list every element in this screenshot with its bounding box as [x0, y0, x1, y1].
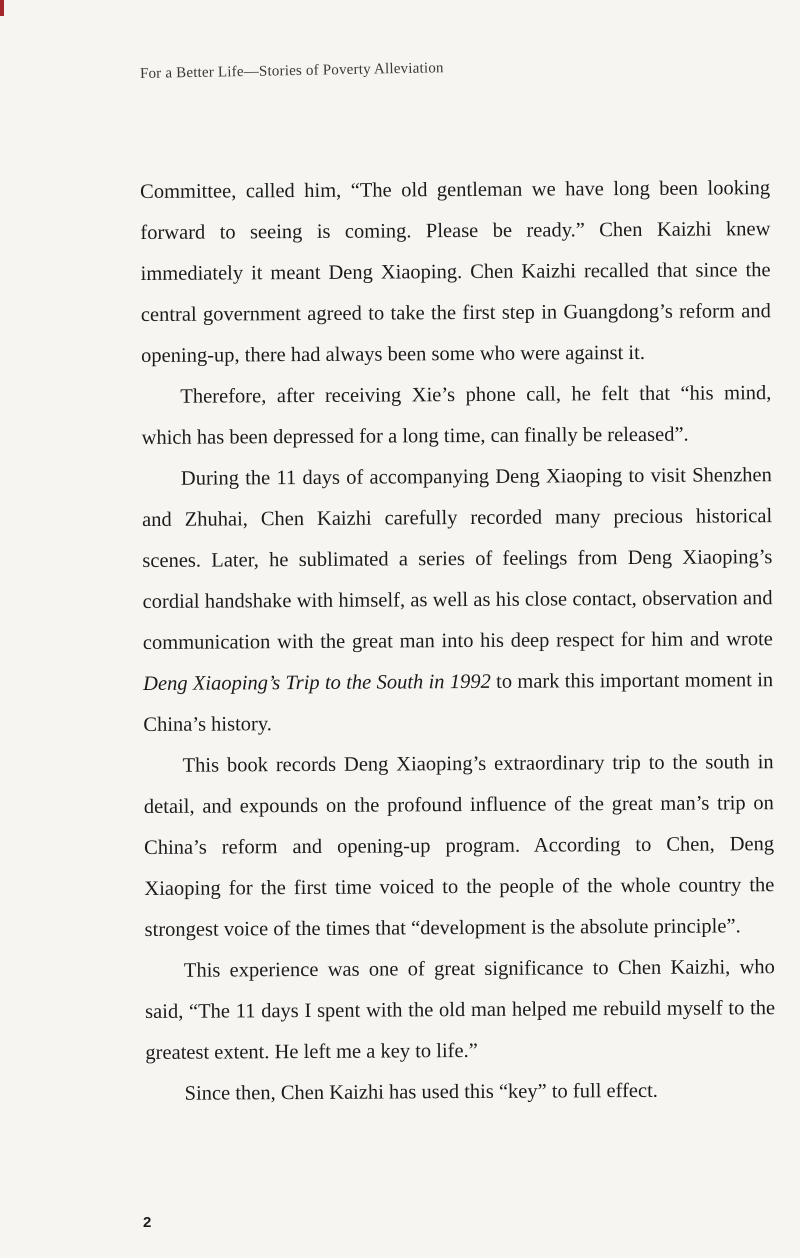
paragraph-text-after-title: to mark this important moment in China’s history.	[143, 669, 774, 736]
running-header: For a Better Life—Stories of Poverty Alleviation	[139, 60, 444, 82]
paragraph-phone-call: Therefore, after receiving Xie’s phone call, he felt that “his mind, which has been depressed for a long time, can finally be released”.	[141, 382, 772, 449]
paragraph-since-then: Since then, Chen Kaizhi has used this “key” to full effect.	[184, 1079, 658, 1105]
body-text	[140, 168, 776, 1115]
book-title: Deng Xiaoping’s Trip to the South in 1992	[143, 670, 491, 695]
paragraph-continued: Committee, called him, “The old gentleman we have long been looking forward to seeing is coming. Please be ready.” Chen Kaizhi knew immediately it meant Deng Xiaoping. Chen Kaizhi recalled that since the central government agreed to take the first step in Guangdong’s reform and opening-up, there had always been some who were against it.	[140, 177, 771, 367]
paragraph-book-records: This book records Deng Xiaoping’s extraordinary trip to the south in detail, and expounds on the profound influence of the great man’s trip on China’s reform and opening-up program. According to Chen, Deng Xiaoping for the first time voiced to the people of the whole country the strongest voice of the times that “development is the absolute principle”.	[143, 751, 775, 941]
paragraph-eleven-days	[142, 455, 774, 746]
paragraph-experience: This experience was one of great significance to Chen Kaizhi, who said, “The 11 days I spent with the old man helped me rebuild myself to the greatest extent. He left me a key to life.”	[145, 956, 776, 1064]
red-corner-mark	[0, 0, 4, 16]
paragraph-text-before-title: During the 11 days of accompanying Deng Xiaoping to visit Shenzhen and Zhuhai, Chen Kaizhi carefully recorded many precious historical scenes. Later, he sublimated a series of feelings from Deng Xiaoping’s cordial handshake with himself, as well as his close contact, observation and communication with the great man into his deep respect for him and wrote	[142, 464, 773, 654]
page-number: 2	[143, 1214, 152, 1231]
